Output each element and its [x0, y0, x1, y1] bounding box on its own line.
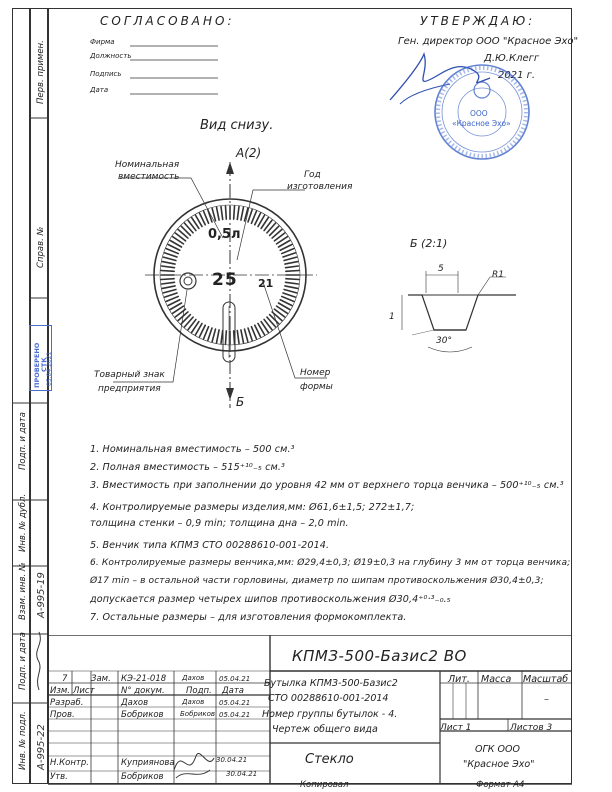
ring-tooth [286, 270, 299, 271]
sheet-number: Лист 1 [440, 723, 472, 733]
ring-tooth [248, 210, 252, 222]
ring-tooth [217, 207, 220, 220]
change-num: 7 [62, 674, 68, 684]
approval-left-lines [130, 40, 220, 96]
header-scale: Масштаб [523, 674, 569, 685]
change-zone: Зам. [91, 674, 111, 684]
row-name-checker: Бобриков [121, 710, 164, 720]
disc-volume-mark: 0,5л [208, 227, 241, 242]
check-stamp-line2: СТК [40, 357, 48, 372]
ring-tooth [286, 266, 299, 268]
detail-dim-width: 5 [438, 264, 444, 274]
ring-tooth [161, 279, 174, 280]
company-line-1: ОГК ООО [475, 744, 520, 755]
approval-year: 2021 г. [498, 70, 536, 81]
row-name-developer: Дахов [121, 698, 149, 708]
detail-dim-radius: R1 [492, 270, 504, 280]
strip-handwritten-inv-2: А-995-22 [36, 724, 47, 770]
approval-field-position: Должность [90, 52, 132, 60]
handwritten-date-1: 30.04.21 [216, 756, 248, 764]
check-stamp-line3: 05.04.2021 [46, 351, 53, 386]
row-date-developer: 05.04.21 [219, 699, 251, 707]
note-6: 6. Контролируемые размеры венчика,мм: Ø29,4±0,3; Ø19±0,3 на глубину 3 мм от торца венчика; [90, 558, 571, 568]
doc-name-4: Чертеж общего вида [272, 724, 378, 735]
approval-field-firm: Фирма [90, 38, 115, 46]
approval-field-date: Дата [90, 86, 109, 94]
ring-tooth [241, 207, 244, 220]
header-mass: Масса [481, 674, 512, 685]
row-role-normcontrol: Н.Контр. [50, 758, 89, 768]
approval-right-title: УТВЕРЖДАЮ: [420, 14, 536, 28]
note-4-cont: толщина стенки – 0,9 min; толщина дна – 2,0 min. [90, 518, 349, 529]
ring-tooth [165, 253, 177, 257]
ring-tooth [162, 262, 175, 265]
company-stamp-line2: «Красное Эхо» [452, 119, 511, 128]
note-3: 3. Вместимость при заполнении до уровня 42 мм от верхнего торца венчика – 500⁺¹⁰₋₅ см.³ [90, 480, 564, 491]
view-title: Вид снизу. [200, 118, 274, 133]
ring-tooth [221, 207, 223, 220]
note-2: 2. Полная вместимость – 515⁺¹⁰₋₅ см.³ [90, 462, 285, 473]
note-6-tolerance: допускается размер четырех шипов противоскольжения Ø30,4⁺⁰·³₋₀.₅ [90, 594, 451, 605]
ring-tooth [244, 329, 247, 342]
scale-value: – [544, 694, 549, 705]
header-list: Лист [73, 686, 95, 696]
ring-tooth [286, 282, 299, 284]
ring-tooth [283, 293, 295, 297]
detail-dim-angle: 30° [436, 336, 452, 346]
ring-tooth [248, 328, 252, 340]
note-4: 4. Контролируемые размеры изделия,мм: Ø61,6±1,5; 272±1,7; [90, 502, 415, 513]
doc-name-2: СТО 00288610-001-2014 [268, 693, 389, 704]
section-label: А(2) [236, 146, 262, 160]
ring-tooth [208, 328, 212, 340]
header-ndoc: N° докум. [121, 686, 165, 696]
ring-tooth [284, 257, 297, 260]
copied-label: Копировал [300, 780, 349, 790]
ring-tooth [212, 329, 215, 342]
ring-tooth [163, 257, 176, 260]
ring-tooth [221, 331, 223, 344]
ring-tooth [234, 206, 235, 219]
row-role-approver: Утв. [50, 772, 68, 782]
ring-tooth [241, 330, 244, 343]
strip-label-orig-inv: Инв. № подл. [18, 711, 28, 770]
ring-tooth [162, 266, 175, 268]
detail-dim-height: 1 [389, 312, 395, 322]
row-date-checker: 05.04.21 [219, 711, 251, 719]
ring-tooth [162, 286, 175, 289]
handwritten-date-2: 30.04.21 [226, 770, 258, 778]
detail-label: Б (2:1) [410, 237, 448, 250]
strip-label-repl-inv: Взам. инв. № [18, 562, 28, 620]
row-role-developer: Разраб. [50, 698, 84, 708]
disc-year-mark: 25 [212, 270, 238, 290]
ring-tooth [161, 270, 174, 271]
approval-name: Д.Ю.Клегг [484, 53, 540, 64]
approval-director: Ген. директор ООО "Красное Эхо" [398, 36, 579, 47]
header-lit: Лит. [448, 674, 470, 685]
row-name-normcontrol: Куприянова [121, 758, 175, 768]
check-stamp-line1: ПРОВЕРЕНО [33, 342, 41, 388]
header-izm: Изм. [50, 686, 70, 696]
change-sign: Дахов [182, 674, 205, 682]
approval-field-signature: Подпись [90, 70, 122, 78]
doc-material: Стекло [305, 752, 354, 767]
ring-tooth [225, 331, 226, 344]
callout-year-2: изготовления [287, 182, 353, 192]
header-podp: Подп. [186, 686, 212, 696]
ring-tooth [284, 289, 297, 292]
note-1: 1. Номинальная вместимость – 500 см.³ [90, 444, 295, 455]
approval-left-title: СОГЛАСОВАНО: [100, 14, 235, 28]
strip-label-first-use: Перв. примен. [36, 40, 46, 104]
ring-tooth [237, 331, 239, 344]
callout-trademark-1: Товарный знак [94, 370, 165, 380]
callout-nominal-1: Номинальная [115, 160, 180, 170]
change-date: 05.04.21 [219, 675, 251, 683]
detail-b-drawing [398, 255, 528, 360]
row-name-approver: Бобриков [121, 772, 164, 782]
callout-form-1: Номер [300, 368, 331, 378]
strip-handwritten-inv-1: А-995-19 [36, 572, 47, 618]
ring-tooth [237, 207, 239, 220]
ring-tooth [234, 331, 235, 344]
strip-signature-scribble [30, 626, 48, 694]
ring-tooth [165, 293, 177, 297]
note-6-cont: Ø17 min – в остальной части горловины, диаметр по шипам противоскольжения Ø30,4±0,3; [90, 576, 544, 586]
strip-label-sign-date-2: Подп. и дата [18, 632, 28, 690]
disc-form-mark: 21 [258, 277, 274, 290]
row-sign-checker: Бобриков [180, 710, 216, 718]
format-label: Формат А4 [476, 780, 525, 790]
strip-label-sign-date-1: Подп. и дата [18, 412, 28, 470]
row-role-checker: Пров. [50, 710, 75, 720]
ring-tooth [283, 253, 295, 257]
callout-year-1: Год [304, 170, 321, 180]
company-line-2: "Красное Эхо" [463, 759, 535, 770]
ring-tooth [285, 286, 298, 289]
ring-tooth [225, 206, 226, 219]
callout-trademark-2: предприятия [98, 384, 161, 394]
sheet-total: Листов 3 [510, 723, 553, 733]
doc-name-1: Бутылка КПМЗ-500-Базис2 [264, 678, 398, 689]
ring-tooth [162, 282, 175, 284]
ring-tooth [285, 262, 298, 265]
row-sign-developer: Дахов [182, 698, 205, 706]
arrow-label-b: Б [236, 395, 245, 409]
strip-label-ref-no: Справ. № [36, 226, 46, 268]
header-data: Дата [222, 686, 245, 696]
ring-tooth [217, 330, 220, 343]
doc-designation: КПМЗ-500-Базис2 ВО [292, 647, 467, 665]
ring-tooth [286, 279, 299, 280]
doc-name-3: Номер группы бутылок - 4. [262, 709, 398, 720]
callout-form-2: формы [300, 382, 333, 392]
note-5: 5. Венчик типа КПМЗ СТО 00288610-001-2014. [90, 540, 330, 551]
ring-tooth [163, 289, 176, 292]
strip-label-dup-inv: Инв. № дубл. [18, 493, 28, 552]
change-doc: КЭ-21-018 [121, 674, 167, 684]
note-7: 7. Остальные размеры – для изготовления формокомплекта. [90, 612, 407, 623]
callout-nominal-2: вместимость [118, 172, 180, 182]
company-stamp-line1: ООО [470, 109, 488, 118]
